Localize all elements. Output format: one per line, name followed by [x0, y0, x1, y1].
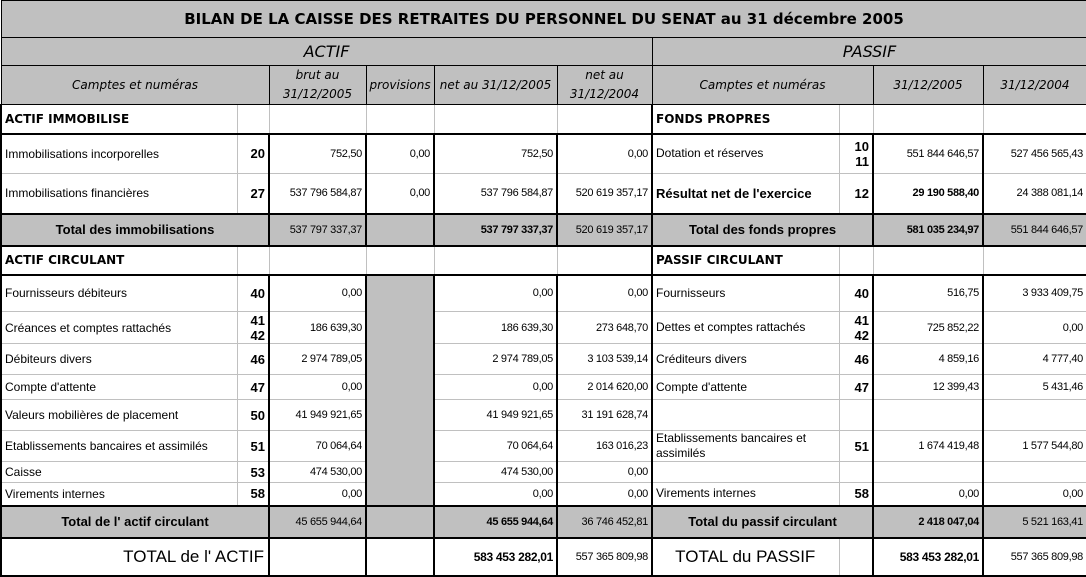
account-number: 41 42	[237, 312, 269, 344]
account-number: 27	[237, 174, 269, 214]
value-2004: 4 777,40	[983, 344, 1086, 375]
table-row	[1, 431, 1086, 462]
value-provisions	[366, 431, 434, 462]
account-number: 12	[839, 174, 873, 214]
value-net-2004: 31 191 628,74	[557, 400, 652, 431]
account-label: Fournisseurs	[652, 275, 839, 312]
value-2005: 551 844 646,57	[873, 134, 983, 174]
value-net-2005: 2 974 789,05	[434, 344, 557, 375]
table-row	[1, 400, 1086, 431]
section-label: FONDS PROPRES	[652, 105, 839, 134]
account-label: Etablissements bancaires et assimilés	[1, 431, 237, 462]
value-2004: 3 933 409,75	[983, 275, 1086, 312]
account-label: Débiteurs divers	[1, 344, 237, 375]
empty-cell	[269, 538, 366, 576]
empty-cell	[237, 246, 269, 275]
total-net-2005: 45 655 944,64	[434, 506, 557, 538]
section-label: ACTIF IMMOBILISE	[1, 105, 237, 134]
empty-cell	[366, 105, 434, 134]
empty-cell	[237, 105, 269, 134]
value-net-2004: 0,00	[557, 275, 652, 312]
table-row	[1, 246, 1086, 275]
total-2005: 2 418 047,04	[873, 506, 983, 538]
value-2004	[983, 462, 1086, 483]
account-label: Résultat net de l'exercice	[652, 174, 839, 214]
total-brut: 45 655 944,64	[269, 506, 366, 538]
empty-cell	[839, 538, 873, 576]
value-net-2005: 537 796 584,87	[434, 174, 557, 214]
col-header-passif-2005: 31/12/2005	[873, 66, 983, 105]
value-2004	[983, 400, 1086, 431]
col-header-brut: brut au 31/12/2005	[269, 66, 366, 105]
section-label: ACTIF CIRCULANT	[1, 246, 237, 275]
empty-cell	[873, 246, 983, 275]
empty-cell	[839, 246, 873, 275]
account-label: Créditeurs divers	[652, 344, 839, 375]
grand-total-2005: 583 453 282,01	[873, 538, 983, 576]
col-header-net-2004: net au 31/12/2004	[557, 66, 652, 105]
table-row	[1, 312, 1086, 344]
empty-cell	[983, 246, 1086, 275]
account-label: Caisse	[1, 462, 237, 483]
table-row	[1, 506, 1086, 538]
empty-cell	[366, 246, 434, 275]
value-brut: 752,50	[269, 134, 366, 174]
value-provisions	[366, 483, 434, 506]
account-number: 53	[237, 462, 269, 483]
empty-cell	[873, 105, 983, 134]
value-2005: 516,75	[873, 275, 983, 312]
account-label: Fournisseurs débiteurs	[1, 275, 237, 312]
table-row	[1, 275, 1086, 312]
empty-cell	[366, 538, 434, 576]
col-header-net-2005: net au 31/12/2005	[434, 66, 557, 105]
value-brut: 0,00	[269, 375, 366, 400]
account-label: Virements internes	[652, 483, 839, 506]
value-net-2005: 41 949 921,65	[434, 400, 557, 431]
value-2005	[873, 400, 983, 431]
table-row	[1, 538, 1086, 576]
value-2004: 24 388 081,14	[983, 174, 1086, 214]
total-net-2004: 36 746 452,81	[557, 506, 652, 538]
value-net-2004: 2 014 620,00	[557, 375, 652, 400]
value-2005: 4 859,16	[873, 344, 983, 375]
value-net-2005: 70 064,64	[434, 431, 557, 462]
account-number: 40	[237, 275, 269, 312]
value-provisions: 0,00	[366, 174, 434, 214]
account-number: 58	[237, 483, 269, 506]
table-row	[1, 375, 1086, 400]
total-label: Total de l' actif circulant	[1, 506, 269, 538]
empty-cell	[557, 246, 652, 275]
grand-total-label: TOTAL du PASSIF	[652, 538, 839, 576]
value-brut: 474 530,00	[269, 462, 366, 483]
empty-cell	[434, 105, 557, 134]
total-label: Total des fonds propres	[652, 214, 873, 246]
grand-total-2004: 557 365 809,98	[983, 538, 1086, 576]
value-2005: 725 852,22	[873, 312, 983, 344]
value-net-2005: 0,00	[434, 275, 557, 312]
total-provisions	[366, 506, 434, 538]
account-label: Valeurs mobilières de placement	[1, 400, 237, 431]
table-row	[1, 214, 1086, 246]
value-brut: 537 796 584,87	[269, 174, 366, 214]
account-number: 51	[839, 431, 873, 462]
value-brut: 70 064,64	[269, 431, 366, 462]
value-net-2005: 186 639,30	[434, 312, 557, 344]
value-provisions	[366, 275, 434, 312]
value-net-2005: 474 530,00	[434, 462, 557, 483]
account-number: 10 11	[839, 134, 873, 174]
value-2004: 5 431,46	[983, 375, 1086, 400]
total-brut: 537 797 337,37	[269, 214, 366, 246]
account-label: Immobilisations incorporelles	[1, 134, 237, 174]
account-number: 51	[237, 431, 269, 462]
passif-heading: PASSIF	[652, 38, 1086, 66]
value-brut: 0,00	[269, 483, 366, 506]
empty-cell	[434, 246, 557, 275]
total-net-2005: 537 797 337,37	[434, 214, 557, 246]
account-label: Compte d'attente	[652, 375, 839, 400]
actif-heading: ACTIF	[1, 38, 652, 66]
value-net-2004: 163 016,23	[557, 431, 652, 462]
value-net-2005: 752,50	[434, 134, 557, 174]
value-brut: 41 949 921,65	[269, 400, 366, 431]
value-2005: 12 399,43	[873, 375, 983, 400]
value-net-2004: 0,00	[557, 483, 652, 506]
col-header-accounts: Camptes et numéras	[1, 66, 269, 105]
value-net-2005: 0,00	[434, 483, 557, 506]
value-net-2005: 0,00	[434, 375, 557, 400]
value-2005: 29 190 588,40	[873, 174, 983, 214]
empty-cell	[839, 105, 873, 134]
table-row	[1, 483, 1086, 506]
total-provisions	[366, 214, 434, 246]
empty-cell	[269, 246, 366, 275]
table-row	[1, 174, 1086, 214]
grand-total-net-2004: 557 365 809,98	[557, 538, 652, 576]
col-header-provisions: provisions	[366, 66, 434, 105]
value-2004: 527 456 565,43	[983, 134, 1086, 174]
account-label: Virements internes	[1, 483, 237, 506]
table-row	[1, 105, 1086, 134]
account-number: 50	[237, 400, 269, 431]
value-net-2004: 520 619 357,17	[557, 174, 652, 214]
col-header-passif-2004: 31/12/2004	[983, 66, 1086, 105]
value-2005: 1 674 419,48	[873, 431, 983, 462]
empty-cell	[557, 105, 652, 134]
account-label	[652, 462, 839, 483]
value-2004: 1 577 544,80	[983, 431, 1086, 462]
total-label: Total des immobilisations	[1, 214, 269, 246]
account-number: 47	[237, 375, 269, 400]
account-number: 47	[839, 375, 873, 400]
grand-total-net-2005: 583 453 282,01	[434, 538, 557, 576]
total-2004: 5 521 163,41	[983, 506, 1086, 538]
value-provisions: 0,00	[366, 134, 434, 174]
account-number: 20	[237, 134, 269, 174]
table-row	[1, 462, 1086, 483]
account-number: 46	[237, 344, 269, 375]
value-provisions	[366, 344, 434, 375]
account-label: Compte d'attente	[1, 375, 237, 400]
value-provisions	[366, 462, 434, 483]
account-number	[839, 462, 873, 483]
value-net-2004: 273 648,70	[557, 312, 652, 344]
account-number: 40	[839, 275, 873, 312]
sheet-title: BILAN DE LA CAISSE DES RETRAITES DU PERSONNEL DU SENAT au 31 décembre 2005	[1, 1, 1086, 38]
account-label: Dotation et réserves	[652, 134, 839, 174]
value-provisions	[366, 312, 434, 344]
account-number: 58	[839, 483, 873, 506]
value-2005: 0,00	[873, 483, 983, 506]
total-label: Total du passif circulant	[652, 506, 873, 538]
account-label	[652, 400, 839, 431]
empty-cell	[269, 105, 366, 134]
empty-cell	[983, 105, 1086, 134]
col-header-passif-accounts: Camptes et numéras	[652, 66, 873, 105]
value-provisions	[366, 375, 434, 400]
account-number	[839, 400, 873, 431]
value-brut: 186 639,30	[269, 312, 366, 344]
value-net-2004: 0,00	[557, 462, 652, 483]
account-label: Créances et comptes rattachés	[1, 312, 237, 344]
value-net-2004: 3 103 539,14	[557, 344, 652, 375]
value-2005	[873, 462, 983, 483]
value-brut: 2 974 789,05	[269, 344, 366, 375]
account-label: Etablissements bancaires et assimilés	[652, 431, 839, 462]
grand-total-label: TOTAL de l' ACTIF	[1, 538, 269, 576]
value-2004: 0,00	[983, 312, 1086, 344]
account-label: Dettes et comptes rattachés	[652, 312, 839, 344]
value-2004: 0,00	[983, 483, 1086, 506]
total-2004: 551 844 646,57	[983, 214, 1086, 246]
value-provisions	[366, 400, 434, 431]
total-net-2004: 520 619 357,17	[557, 214, 652, 246]
account-number: 46	[839, 344, 873, 375]
total-2005: 581 035 234,97	[873, 214, 983, 246]
table-row	[1, 344, 1086, 375]
table-row	[1, 134, 1086, 174]
account-label: Immobilisations financières	[1, 174, 237, 214]
section-label: PASSIF CIRCULANT	[652, 246, 839, 275]
value-brut: 0,00	[269, 275, 366, 312]
account-number: 41 42	[839, 312, 873, 344]
value-net-2004: 0,00	[557, 134, 652, 174]
